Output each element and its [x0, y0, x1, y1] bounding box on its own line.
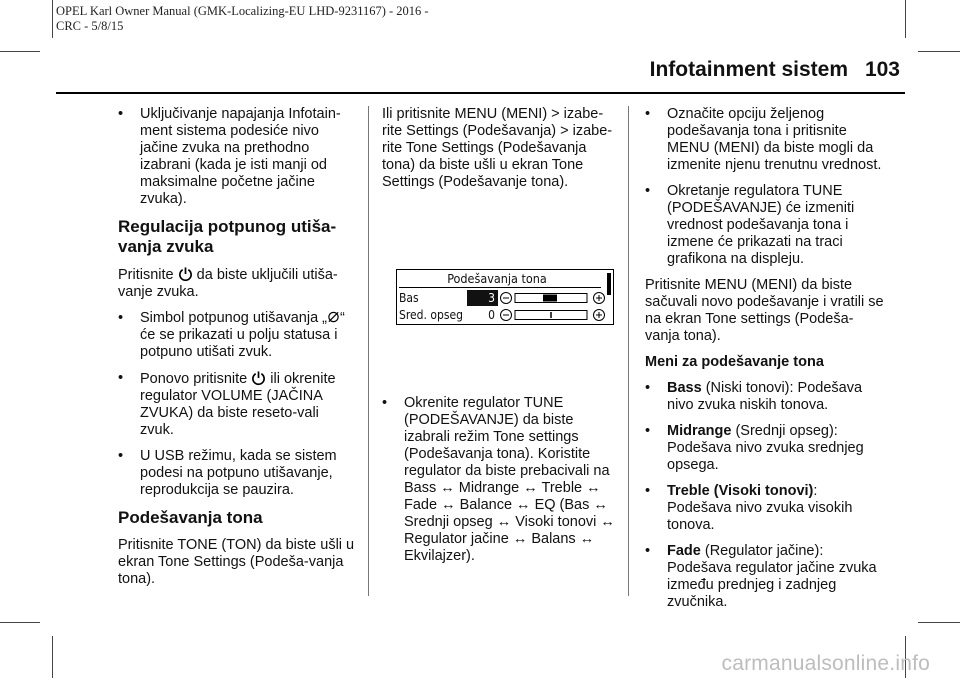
meta-line-1: OPEL Karl Owner Manual (GMK-Localizing-EU LHD-9231167) - 2016 - — [56, 4, 429, 18]
subheading-tone-menu: Meni za podešavanje tona — [645, 354, 824, 370]
crop-mark — [0, 51, 40, 52]
bullet-item — [382, 395, 618, 565]
crop-mark — [905, 0, 906, 38]
bass-row — [399, 290, 610, 306]
bullet-item — [645, 183, 885, 268]
watermark: carmanualsonline.info — [721, 652, 930, 675]
bullet-dot: • — [645, 106, 651, 122]
bullet-dot: • — [645, 423, 651, 439]
term: Midrange — [667, 423, 732, 439]
midrange-label: Sred. opseg — [399, 308, 463, 322]
bullet-dot: • — [118, 370, 124, 386]
bullet-item — [645, 106, 885, 174]
column-1 — [118, 106, 356, 597]
column-divider — [628, 106, 629, 596]
tone-settings-screen — [396, 269, 614, 325]
bullet-dot: • — [645, 183, 651, 199]
mute-icon — [327, 310, 340, 324]
bullet-dot: • — [118, 448, 124, 464]
crop-mark — [918, 622, 960, 623]
section-title: Infotainment sistem — [649, 58, 848, 81]
heading-mute: Regulacija potpunog utiša-vanja zvuka — [118, 217, 337, 256]
paragraph-text: da biste uključili utiša-vanje zvuka. — [118, 267, 338, 300]
bullet-dot: • — [645, 483, 651, 499]
document-meta — [56, 4, 429, 34]
term: Fade — [667, 543, 701, 559]
bullet-text: ili okrenite regulator VOLUME (JAČINA ZVUKA) da biste reseto-vali zvuk. — [140, 371, 336, 438]
column-3 — [645, 106, 885, 620]
term-desc: (Srednji opseg): Podešava nivo zvuka srednjeg opsega. — [667, 423, 864, 473]
bullet-dot: • — [645, 543, 651, 559]
power-icon — [251, 370, 266, 386]
crop-mark — [918, 51, 960, 52]
bullet-item — [118, 370, 356, 439]
paragraph: Pritisnite TONE (TON) da biste ušli u ekran Tone Settings (Podeša-vanja tona). — [118, 537, 355, 587]
screen-divider — [399, 287, 601, 288]
term: Bass — [667, 380, 702, 396]
bass-label: Bas — [399, 291, 419, 305]
menu-item-midrange — [645, 423, 885, 474]
bullet-item — [118, 106, 356, 208]
paragraph: Pritisnite MENU (MENI) da biste sačuvali novo podešavanje i vratili se na ekran Tone settings (Podeša-vanja tona). — [645, 277, 884, 344]
crop-mark — [0, 622, 40, 623]
bullet-dot: • — [118, 310, 124, 326]
bullet-dot: • — [645, 380, 651, 396]
paragraph — [118, 266, 356, 301]
power-icon — [178, 266, 193, 282]
bullet-dot: • — [118, 106, 124, 122]
screen-title: Podešavanja tona — [447, 271, 547, 286]
midrange-slider — [499, 307, 609, 323]
page-number: 103 — [864, 58, 900, 81]
bullet-item — [118, 310, 356, 361]
menu-item-treble — [645, 483, 885, 534]
bullet-text: Uključivanje napajanja Infotain-ment sistema podesiće nivo jačine zvuka na prethodno izabrani (kada je isti manji od maksimalne početne jačine zvuka). — [140, 106, 341, 207]
heading-tone-settings: Podešavanja tona — [118, 508, 263, 527]
meta-line-2: CRC - 5/8/15 — [56, 19, 124, 33]
bass-slider — [499, 290, 609, 306]
bullet-text: Simbol potpunog utišavanja „ — [140, 310, 328, 326]
bullet-text: Označite opciju željenog podešavanja tona i pritisnite MENU (MENI) da biste mogli da izmenite njenu trenutnu vrednost. — [667, 106, 882, 173]
term: Treble (Visoki tonovi) — [667, 483, 814, 499]
midrange-value: 0 — [488, 308, 495, 322]
bullet-text: Ponovo pritisnite — [140, 371, 248, 387]
crop-mark — [52, 636, 53, 678]
bullet-text: Okretanje regulatora TUNE (PODEŠAVANJE) će izmeniti vrednost podešavanja tona i izmene će prikazati na traci grafikona na displeju. — [667, 183, 855, 267]
bullet-text: U USB režimu, kada se sistem podesi na potpuno utišavanje, reprodukcija se pauzira. — [140, 448, 337, 498]
term-desc: (Niski tonovi): Podešava nivo zvuka niskih tonova. — [667, 380, 863, 413]
column-2 — [382, 106, 618, 574]
column-divider — [368, 106, 369, 596]
midrange-row — [399, 307, 610, 323]
bullet-text: Okrenite regulator TUNE (PODEŠAVANJE) da biste izabrali režim Tone settings (Podešavanja tona). Koristite regulator da biste prebacivali na Bass ↔ Midrange ↔ Treble ↔ Fade ↔ Balance ↔ EQ (Bas ↔ Srednji opseg ↔ Visoki tonovi ↔ Regulator jačine ↔ Balans ↔ Ekvilajzer). — [404, 395, 615, 564]
menu-item-fade — [645, 543, 885, 611]
bass-value: 3 — [467, 290, 498, 306]
term-desc: : Podešava nivo zvuka visokih tonova. — [667, 483, 853, 533]
bullet-dot: • — [382, 395, 388, 411]
paragraph-text: Pritisnite — [118, 267, 174, 283]
menu-item-bass — [645, 380, 885, 414]
bullet-item — [118, 448, 356, 499]
header-rule — [56, 92, 905, 94]
crop-mark — [52, 0, 53, 38]
paragraph: Ili pritisnite MENU (MENI) > izabe-rite Settings (Podešavanja) > izabe-rite Tone Settings (Podešavanja tona) da biste ušli u ekran Tone Settings (Podešavanje tona). — [382, 106, 613, 190]
bullet-text: “ će se prikazati u polju statusa i potpuno utišati zvuk. — [140, 310, 345, 360]
term-desc: (Regulator jačine): Podešava regulator jačine zvuka između prednjeg i zadnjeg zvučnika. — [667, 543, 877, 610]
